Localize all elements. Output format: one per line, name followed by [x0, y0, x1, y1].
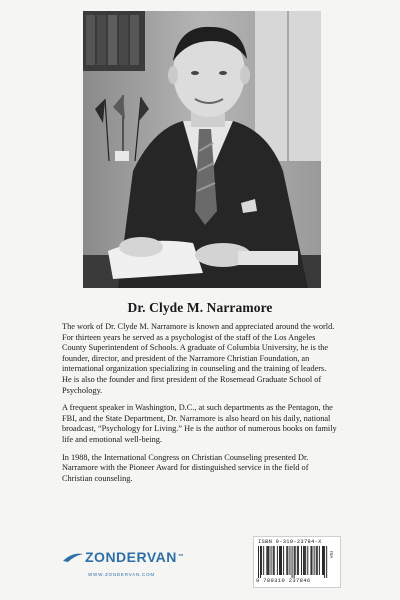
barcode-bar — [280, 546, 281, 575]
barcode-bar — [290, 546, 291, 575]
barcode-bar — [311, 546, 312, 575]
barcode-bar — [258, 546, 259, 578]
barcode-bar — [316, 546, 317, 575]
publisher-logo — [62, 549, 184, 565]
author-photo — [83, 11, 321, 288]
barcode-bar — [324, 546, 325, 578]
author-portrait-icon — [83, 11, 321, 288]
barcode-bar — [312, 546, 313, 575]
barcode-bar — [319, 546, 320, 575]
barcode-bar — [295, 546, 296, 575]
barcode-bar — [261, 546, 262, 575]
publisher-trademark: ™ — [177, 554, 185, 560]
barcode-bar — [292, 546, 293, 578]
barcode-bar — [286, 546, 287, 575]
bio-paragraph-1: The work of Dr. Clyde M. Narramore is known and appreciated around the world. For thirteen years he served as a psychologist of the staff of the Los Angeles County Superintendent of Schools. A graduate of Columbia University, he is the founder, director, and president of the Narramore Christian Foundation, an international organization specializing in counseling and the training of leaders. He is also the founder and first president of the Rosemead Graduate School of Psychology. — [62, 322, 335, 395]
barcode-bar — [273, 546, 274, 575]
publisher-url: WWW.ZONDERVAN.COM — [88, 572, 155, 577]
barcode-bar — [297, 546, 298, 575]
barcode-box — [253, 536, 341, 588]
bio-paragraph-3: In 1988, the International Congress on Christian Counseling presented Dr. Narramore with the Pioneer Award for distinguished service in the field of Christian counseling. — [62, 452, 309, 483]
barcode-bar — [287, 546, 288, 575]
barcode-digits: 9 780310 237846 — [256, 578, 311, 584]
barcode-bar — [305, 546, 306, 575]
barcode-bar — [269, 546, 270, 575]
barcode-bar — [307, 546, 308, 575]
barcode-bar — [277, 546, 278, 575]
barcode-bar — [271, 546, 272, 575]
barcode-bar — [294, 546, 295, 578]
barcode-icon — [258, 546, 328, 578]
barcode-bar — [317, 546, 318, 575]
barcode-bar — [298, 546, 299, 575]
author-name: Dr. Clyde M. Narramore — [127, 300, 273, 315]
barcode-bar — [281, 546, 282, 575]
barcode-bar — [274, 546, 275, 575]
author-bio — [62, 322, 338, 491]
barcode-bar — [263, 546, 264, 575]
zondervan-swoosh-icon — [62, 551, 84, 563]
barcode-bar — [304, 546, 305, 575]
barcode-bar — [266, 546, 267, 575]
price-code: ISA — [329, 551, 334, 559]
barcode-bar — [322, 546, 323, 575]
barcode-bar — [283, 546, 284, 575]
bio-paragraph-2: A frequent speaker in Washington, D.C., at such departments as the Pentagon, the FBI, and the State Department, Dr. Narramore is also heard on his daily, national broadcast, “Psychology for Living.” He is the author of numerous books on family life and emotional well-being. — [62, 403, 337, 444]
barcode-bar — [326, 546, 327, 578]
barcode-bar — [279, 546, 280, 575]
barcode-bar — [301, 546, 302, 575]
barcode-bar — [314, 546, 315, 575]
barcode-bar — [260, 546, 261, 578]
barcode-bar — [323, 546, 324, 575]
isbn-label: ISBN 0-310-23784-X — [258, 539, 322, 545]
publisher-name: ZONDERVAN — [85, 549, 177, 565]
barcode-bar — [303, 546, 304, 575]
barcode-bar — [267, 546, 268, 575]
